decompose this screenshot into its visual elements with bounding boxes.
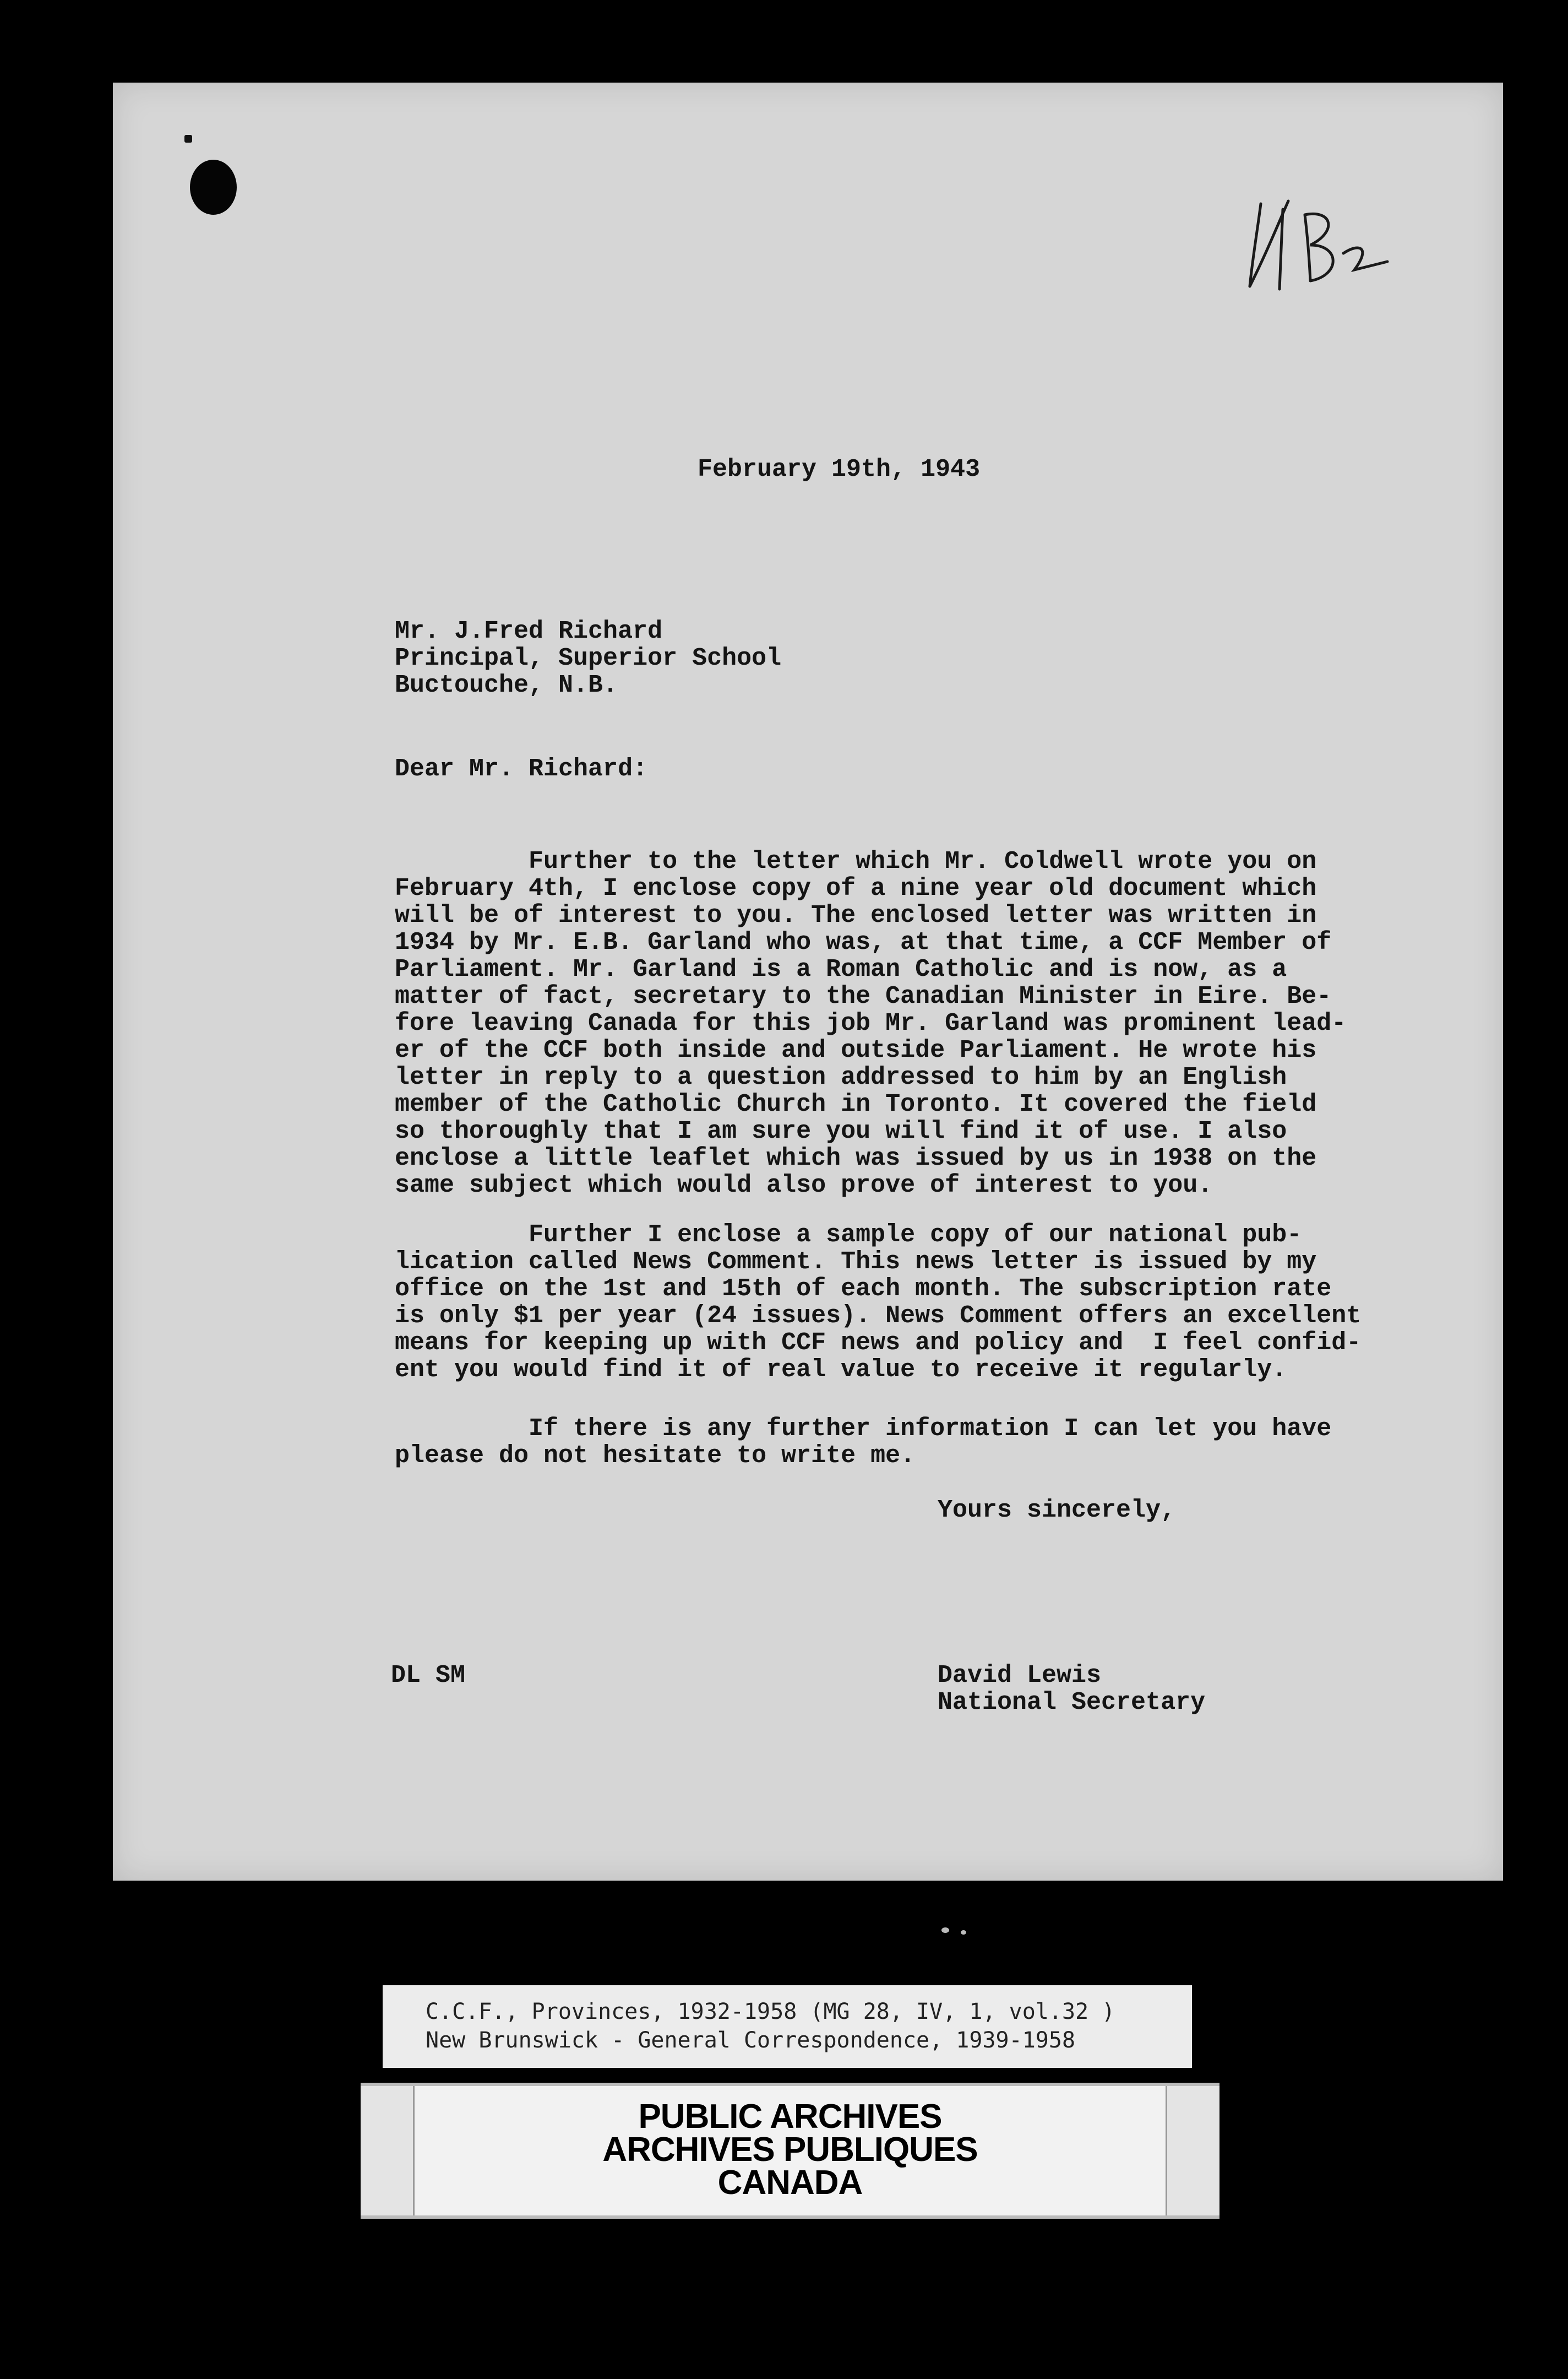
text-line: same subject which would also prove of interest to you.: [395, 1171, 1213, 1199]
text-line: Further I enclose a sample copy of our national pub-: [395, 1221, 1302, 1249]
text-line: so thoroughly that I am sure you will find it of use. I also: [395, 1117, 1287, 1145]
text-line: means for keeping up with CCF news and policy and I feel confid-: [395, 1329, 1362, 1357]
punch-mark: [184, 135, 192, 143]
archive-reference-label: [383, 1985, 1192, 2068]
text-line: February 4th, I enclose copy of a nine year old document which: [395, 875, 1317, 903]
body-paragraph-1: [395, 848, 1346, 1199]
text-line: please do not hesitate to write me.: [395, 1442, 916, 1470]
body-paragraph-2: [395, 1221, 1361, 1383]
signatory-name: David Lewis: [938, 1661, 1102, 1690]
text-line: lication called News Comment. This news letter is issued by my: [395, 1248, 1317, 1276]
film-speck: [941, 1927, 949, 1933]
text-line: er of the CCF both inside and outside Parliament. He wrote his: [395, 1036, 1317, 1064]
label-line: New Brunswick - General Correspondence, 1939-1958: [426, 2028, 1076, 2053]
recipient-address: [395, 618, 781, 699]
text-line: letter in reply to a question addressed to him by an English: [395, 1063, 1287, 1091]
body-paragraph-3: [395, 1415, 1331, 1469]
letter-page: [113, 83, 1503, 1881]
punch-hole: [190, 160, 237, 215]
signatory-title: National Secretary: [938, 1688, 1206, 1717]
closing: Yours sincerely,: [938, 1496, 1176, 1524]
text-line: enclose a little leaflet which was issued by us in 1938 on the: [395, 1144, 1317, 1172]
film-speck: [961, 1930, 966, 1935]
signature-block: [938, 1662, 1205, 1716]
archive-stamp: [361, 2083, 1219, 2219]
text-line: Further to the letter which Mr. Coldwell wrote you on: [395, 848, 1317, 876]
stamp-line: PUBLIC ARCHIVES: [638, 2098, 942, 2136]
stamp-line: CANADA: [717, 2164, 863, 2202]
text-line: Parliament. Mr. Garland is a Roman Catholic and is now, as a: [395, 955, 1287, 984]
address-line: Principal, Superior School: [395, 644, 782, 672]
text-line: ent you would find it of real value to receive it regularly.: [395, 1356, 1287, 1384]
salutation: Dear Mr. Richard:: [395, 755, 648, 783]
text-line: office on the 1st and 15th of each month. The subscription rate: [395, 1275, 1332, 1303]
text-line: is only $1 per year (24 issues). News Comment offers an excellent: [395, 1302, 1362, 1330]
letter-date: February 19th, 1943: [698, 455, 981, 484]
stamp-line: ARCHIVES PUBLIQUES: [602, 2131, 978, 2169]
text-line: 1934 by Mr. E.B. Garland who was, at that time, a CCF Member of: [395, 928, 1332, 957]
label-line: C.C.F., Provinces, 1932-1958 (MG 28, IV, 1, vol.32 ): [426, 1999, 1115, 2024]
text-line: If there is any further information I can let you have: [395, 1415, 1332, 1443]
text-line: member of the Catholic Church in Toronto. It covered the field: [395, 1090, 1317, 1118]
reference-initials: DL SM: [391, 1661, 466, 1690]
address-line: Buctouche, N.B.: [395, 671, 618, 699]
text-line: matter of fact, secretary to the Canadian Minister in Eire. Be-: [395, 982, 1332, 1011]
address-line: Mr. J.Fred Richard: [395, 617, 663, 645]
text-line: fore leaving Canada for this job Mr. Garland was prominent lead-: [395, 1009, 1347, 1038]
handwritten-initials: [1228, 193, 1393, 303]
text-line: will be of interest to you. The enclosed letter was written in: [395, 901, 1317, 930]
